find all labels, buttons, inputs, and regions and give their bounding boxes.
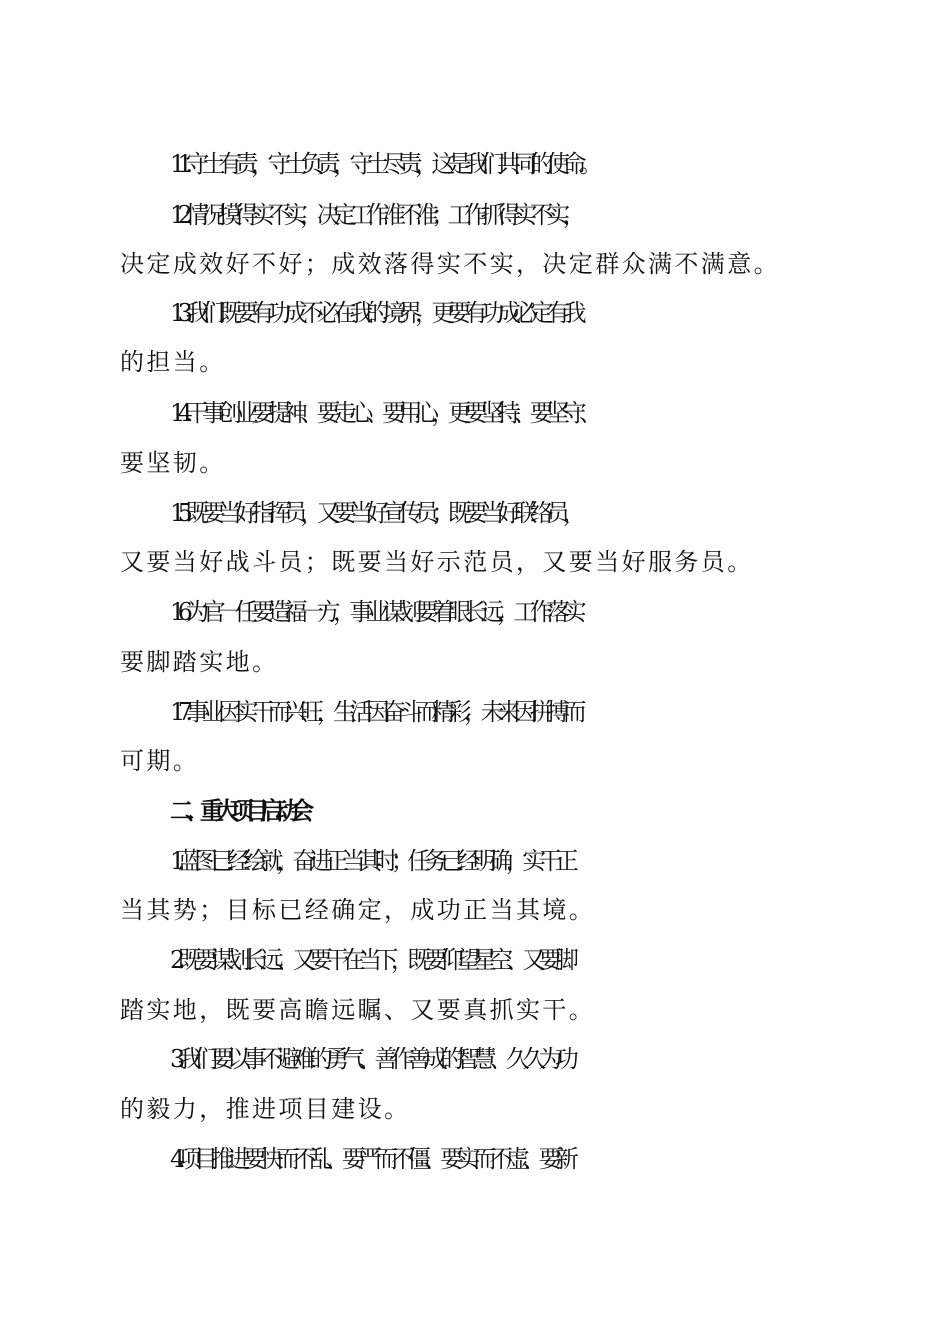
paragraph-12-line-2: 决定成效好不好；成效落得实不实，决定群众满不满意。 [120,250,780,278]
paragraph-s2-3-line-2: 的毅力，推进项目建设。 [120,1095,411,1123]
paragraph-17-line-2: 可期。 [120,747,200,775]
paragraph-s2-1-line-2: 当其势；目标已经确定，成功正当其境。 [120,896,596,924]
paragraph-15-line-2: 又要当好战斗员；既要当好示范员，又要当好服务员。 [120,548,754,576]
paragraph-s2-4-line-1: 4.项目推进要快而不乱、要严而不僵、要实而不虚、要新 [170,1145,572,1173]
paragraph-15-line-1: 15.既要当好指挥员，又要当好宣传员；既要当好联络员， [170,499,579,527]
paragraph-13-line-1: 13.我们既要有功成不必在我的境界，更要有功成必定有我 [170,299,579,327]
paragraph-16-line-1: 16.为官一任要造福一方，事业谋划要着眼长远，工作落实 [170,598,579,626]
paragraph-s2-1-line-1: 1.蓝图已经绘就，奋进正当其时；任务已经明确，实干正 [170,847,572,875]
paragraph-14-line-1: 14.干事创业要提神、要走心、要用心，更要坚持、要坚守、 [170,399,596,427]
paragraph-16-line-2: 要脚踏实地。 [120,648,279,676]
paragraph-13-line-2: 的担当。 [120,348,226,376]
paragraph-11-line-1: 11.守土有责，守土负责，守土尽责，这是我们共同的使命。 [170,150,596,178]
paragraph-s2-2-line-2: 踏实地，既要高瞻远瞩、又要真抓实干。 [120,996,596,1024]
paragraph-s2-3-line-1: 3.我们要以事不避难的勇气、善作善成的智慧、久久为功 [170,1045,572,1073]
paragraph-s2-2-line-1: 2.既要谋划长远、又要干在当下，既要仰望星空、又要脚 [170,946,572,974]
paragraph-12-line-1: 12.情况摸得实不实，决定工作准不准；工作抓得实不实， [170,201,579,229]
paragraph-17-line-1: 17.事业因实干而兴旺，生活因奋斗而精彩，未来因拼搏而 [170,698,579,726]
section-heading: 二、重大项目启动会 [170,797,305,825]
paragraph-14-line-2: 要坚韧。 [120,449,226,477]
